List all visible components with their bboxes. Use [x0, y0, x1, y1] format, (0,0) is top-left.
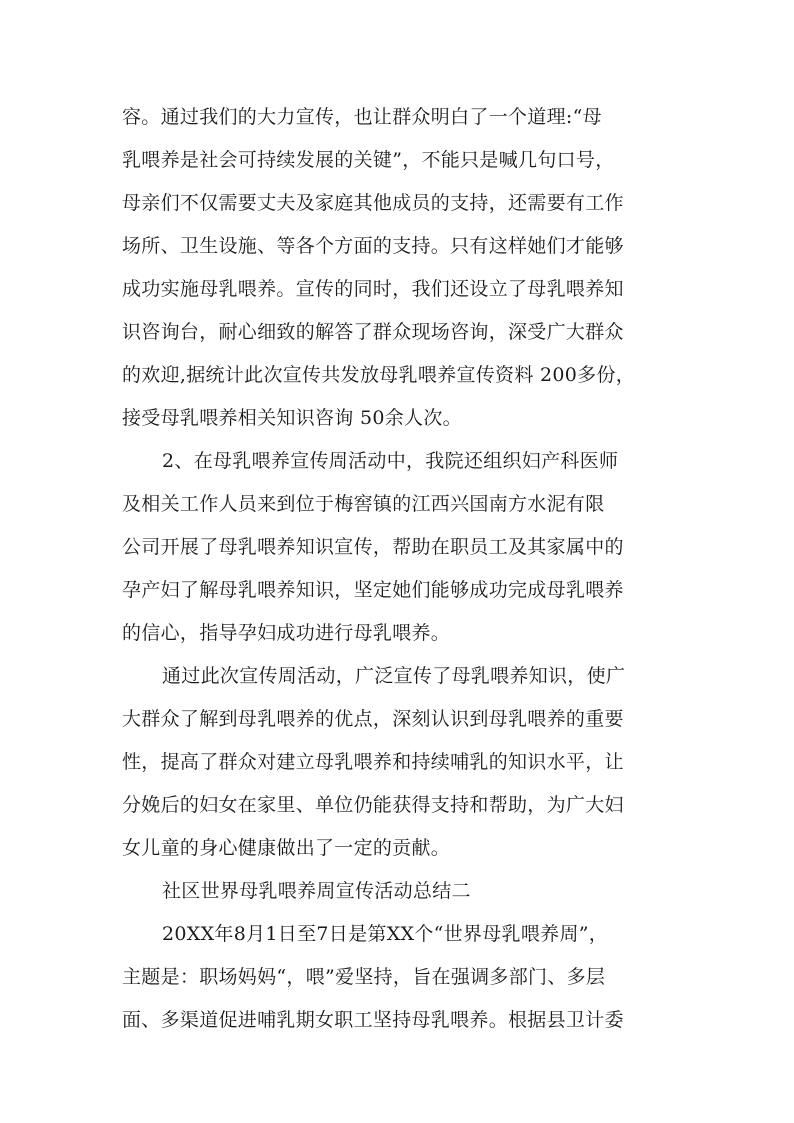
text-line: 女儿童的身心健康做出了一定的贡献。 — [122, 837, 451, 859]
text-line: 成功实施母乳喂养。宣传的同时，我们还设立了母乳喂养知 — [122, 278, 624, 300]
text-line: 接受母乳喂养相关知识咨询 50余人次。 — [122, 407, 462, 429]
text-line: 容。通过我们的大力宣传，也让群众明白了一个道理:“母 — [122, 106, 602, 128]
text-line: 分娩后的妇女在家里、单位仍能获得支持和帮助，为广大妇 — [122, 794, 624, 816]
paragraph-start-line: 2、在母乳喂养宣传周活动中，我院还组织妇产科医师 — [162, 450, 619, 472]
text-line: 性，提高了群众对建立母乳喂养和持续哺乳的知识水平，让 — [122, 751, 624, 773]
text-line: 及相关工作人员来到位于梅窖镇的江西兴国南方水泥有限 — [122, 493, 605, 515]
text-line: 孕产妇了解母乳喂养知识，坚定她们能够成功完成母乳喂养 — [122, 579, 624, 601]
text-line: 面、多渠道促进哺乳期女职工坚持母乳喂养。根据县卫计委 — [122, 1009, 624, 1031]
text-line: 的信心，指导孕妇成功进行母乳喂养。 — [122, 622, 451, 644]
text-line: 乳喂养是社会可持续发展的关键”，不能只是喊几句口号， — [122, 149, 615, 171]
text-line: 场所、卫生设施、等各个方面的支持。只有这样她们才能够 — [122, 235, 624, 257]
text-line: 公司开展了母乳喂养知识宣传，帮助在职员工及其家属中的 — [122, 536, 624, 558]
text-line: 大群众了解到母乳喂养的优点，深刻认识到母乳喂养的重要 — [122, 708, 624, 730]
text-line: 主题是：职场妈妈“，喂”爱坚持，旨在强调多部门、多层 — [122, 966, 606, 988]
document-body — [122, 96, 678, 1042]
section-heading: 社区世界母乳喂养周宣传活动总结二 — [162, 880, 471, 902]
text-line: 母亲们不仅需要丈夫及家庭其他成员的支持，还需要有工作 — [122, 192, 624, 214]
paragraph-start-line: 通过此次宣传周活动，广泛宣传了母乳喂养知识，使广 — [162, 665, 626, 687]
text-line: 识咨询台，耐心细致的解答了群众现场咨询，深受广大群众 — [122, 321, 624, 343]
paragraph-start-line: 20XX年8月1日至7日是第XX个“世界母乳喂养周”， — [162, 923, 609, 945]
text-line: 的欢迎,据统计此次宣传共发放母乳喂养宣传资料 200多份， — [122, 364, 636, 386]
